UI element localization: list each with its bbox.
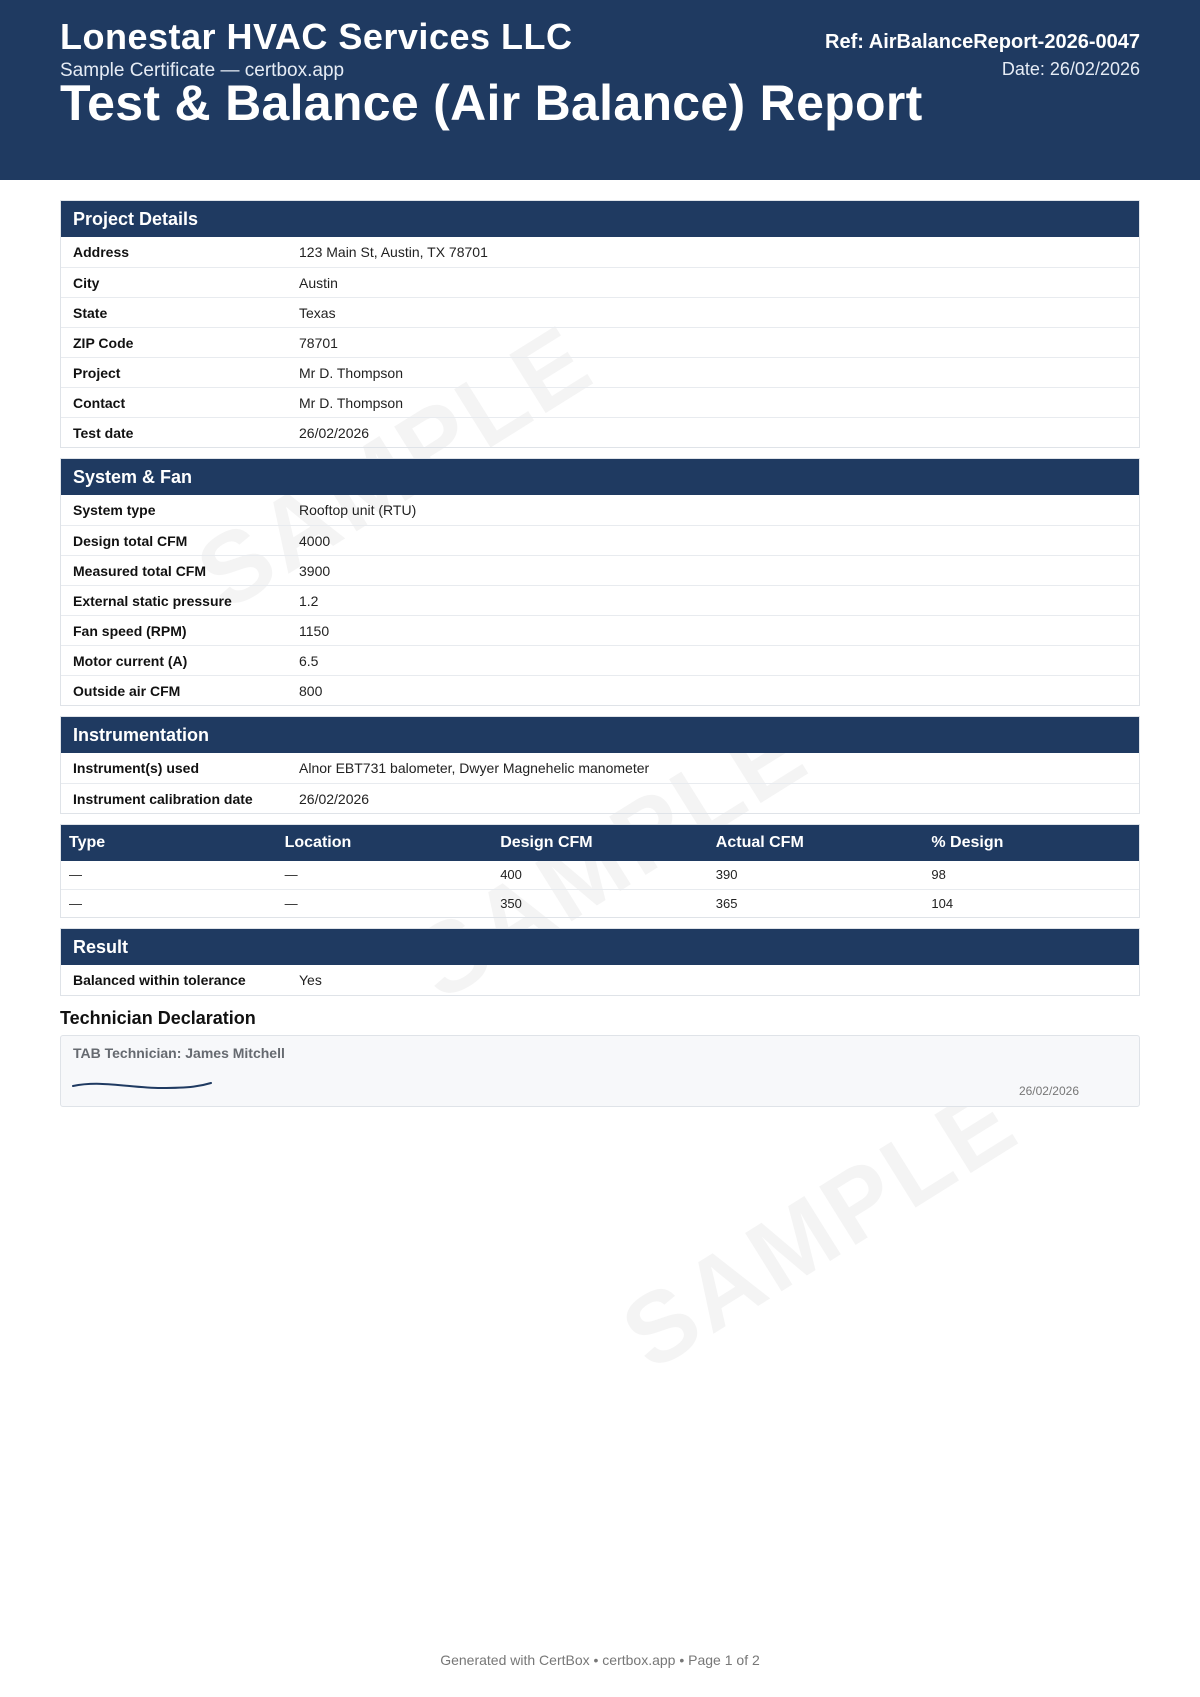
- kv-row: [61, 357, 1139, 387]
- field-value: Mr D. Thompson: [299, 395, 403, 411]
- field-value: 6.5: [299, 653, 319, 669]
- kv-table: [61, 965, 1139, 995]
- field-label: Project: [73, 365, 121, 381]
- table-cell: —: [284, 867, 298, 882]
- table-cell: —: [69, 896, 82, 911]
- report-title: Test & Balance (Air Balance) Report: [60, 75, 923, 131]
- kv-row: [61, 387, 1139, 417]
- company-name: Lonestar HVAC Services LLC: [60, 16, 573, 57]
- declaration-box: [60, 1035, 1140, 1107]
- field-label: ZIP Code: [73, 335, 134, 351]
- field-value: 26/02/2026: [299, 425, 370, 441]
- field-label: City: [73, 275, 100, 291]
- kv-row: [61, 297, 1139, 327]
- result-section: [60, 928, 1140, 996]
- kv-row: [61, 555, 1139, 585]
- kv-row: [61, 645, 1139, 675]
- readings-table: [60, 824, 1140, 918]
- kv-table: [61, 237, 1139, 447]
- field-value: 1.2: [299, 593, 319, 609]
- field-label: Motor current (A): [73, 653, 188, 669]
- kv-row: [61, 495, 1139, 525]
- column-header: % Design: [931, 834, 1004, 851]
- field-value: Texas: [299, 305, 336, 321]
- field-value: 123 Main St, Austin, TX 78701: [299, 244, 488, 260]
- field-value: 4000: [299, 533, 331, 549]
- table-cell: 104: [931, 896, 954, 911]
- declaration-date: 26/02/2026: [1018, 1084, 1079, 1098]
- field-label: State: [73, 305, 108, 321]
- field-label: Instrument(s) used: [73, 760, 200, 776]
- field-value: Yes: [299, 972, 322, 988]
- field-label: Outside air CFM: [73, 683, 181, 699]
- report-reference: Ref: AirBalanceReport-2026-0047: [825, 31, 1140, 53]
- table-header-row: [61, 825, 1139, 861]
- table-cell: —: [69, 867, 82, 882]
- field-label: Balanced within tolerance: [73, 972, 246, 988]
- field-label: External static pressure: [73, 593, 232, 609]
- section-heading: Result: [61, 929, 1139, 965]
- kv-row: [61, 585, 1139, 615]
- field-value: 3900: [299, 563, 331, 579]
- field-value: Austin: [299, 275, 338, 291]
- report-content: [60, 200, 1140, 1107]
- kv-row: [61, 267, 1139, 297]
- table-cell: 350: [500, 896, 522, 911]
- field-value: 1150: [299, 623, 330, 639]
- certificate-subtitle: Sample Certificate — certbox.app: [60, 60, 345, 81]
- section-heading: Project Details: [61, 201, 1139, 237]
- field-value: Rooftop unit (RTU): [299, 502, 417, 518]
- field-label: Address: [73, 244, 130, 260]
- column-header: Design CFM: [500, 834, 593, 851]
- report-header: [0, 0, 1200, 180]
- field-value: 800: [299, 683, 323, 699]
- kv-table: [61, 753, 1139, 813]
- field-label: Instrument calibration date: [73, 791, 253, 807]
- field-label: Fan speed (RPM): [73, 623, 187, 639]
- kv-row: [61, 237, 1139, 267]
- section-heading: System & Fan: [61, 459, 1139, 495]
- table-row: [61, 861, 1139, 889]
- table-cell: 390: [715, 867, 738, 882]
- field-label: Measured total CFM: [73, 563, 207, 579]
- table-cell: —: [284, 896, 298, 911]
- declaration-heading: Technician Declaration: [60, 1008, 256, 1028]
- field-value: Alnor EBT731 balometer, Dwyer Magnehelic manometer: [299, 760, 650, 776]
- watermark-sample: [603, 1062, 1038, 1393]
- field-label: Design total CFM: [73, 533, 188, 549]
- kv-table: [61, 495, 1139, 705]
- kv-row: [61, 417, 1139, 447]
- table-cell: 98: [931, 867, 946, 882]
- field-value: Mr D. Thompson: [299, 365, 403, 381]
- column-header: Type: [69, 834, 106, 851]
- field-value: 26/02/2026: [299, 791, 370, 807]
- system-fan-section: [60, 458, 1140, 706]
- project-details-section: [60, 200, 1140, 448]
- page-footer: Generated with CertBox • certbox.app • Page 1 of 2: [440, 1652, 760, 1668]
- technician-name: TAB Technician: James Mitchell: [73, 1045, 285, 1061]
- field-label: Test date: [73, 425, 134, 441]
- kv-row: [61, 675, 1139, 705]
- field-label: System type: [73, 502, 156, 518]
- report-date: Date: 26/02/2026: [1001, 59, 1140, 79]
- kv-row: [61, 753, 1139, 783]
- table-row: [61, 889, 1139, 917]
- field-value: 78701: [299, 335, 338, 351]
- signature-graphic: [71, 1074, 221, 1094]
- column-header: Location: [284, 834, 352, 851]
- kv-row: [61, 783, 1139, 813]
- instrumentation-section: [60, 716, 1140, 814]
- field-label: Contact: [73, 395, 126, 411]
- section-heading: Instrumentation: [61, 717, 1139, 753]
- kv-row: [61, 615, 1139, 645]
- table-cell: 400: [500, 867, 522, 882]
- column-header: Actual CFM: [715, 834, 804, 851]
- kv-row: [61, 965, 1139, 995]
- kv-row: [61, 525, 1139, 555]
- table-cell: 365: [715, 896, 738, 911]
- kv-row: [61, 327, 1139, 357]
